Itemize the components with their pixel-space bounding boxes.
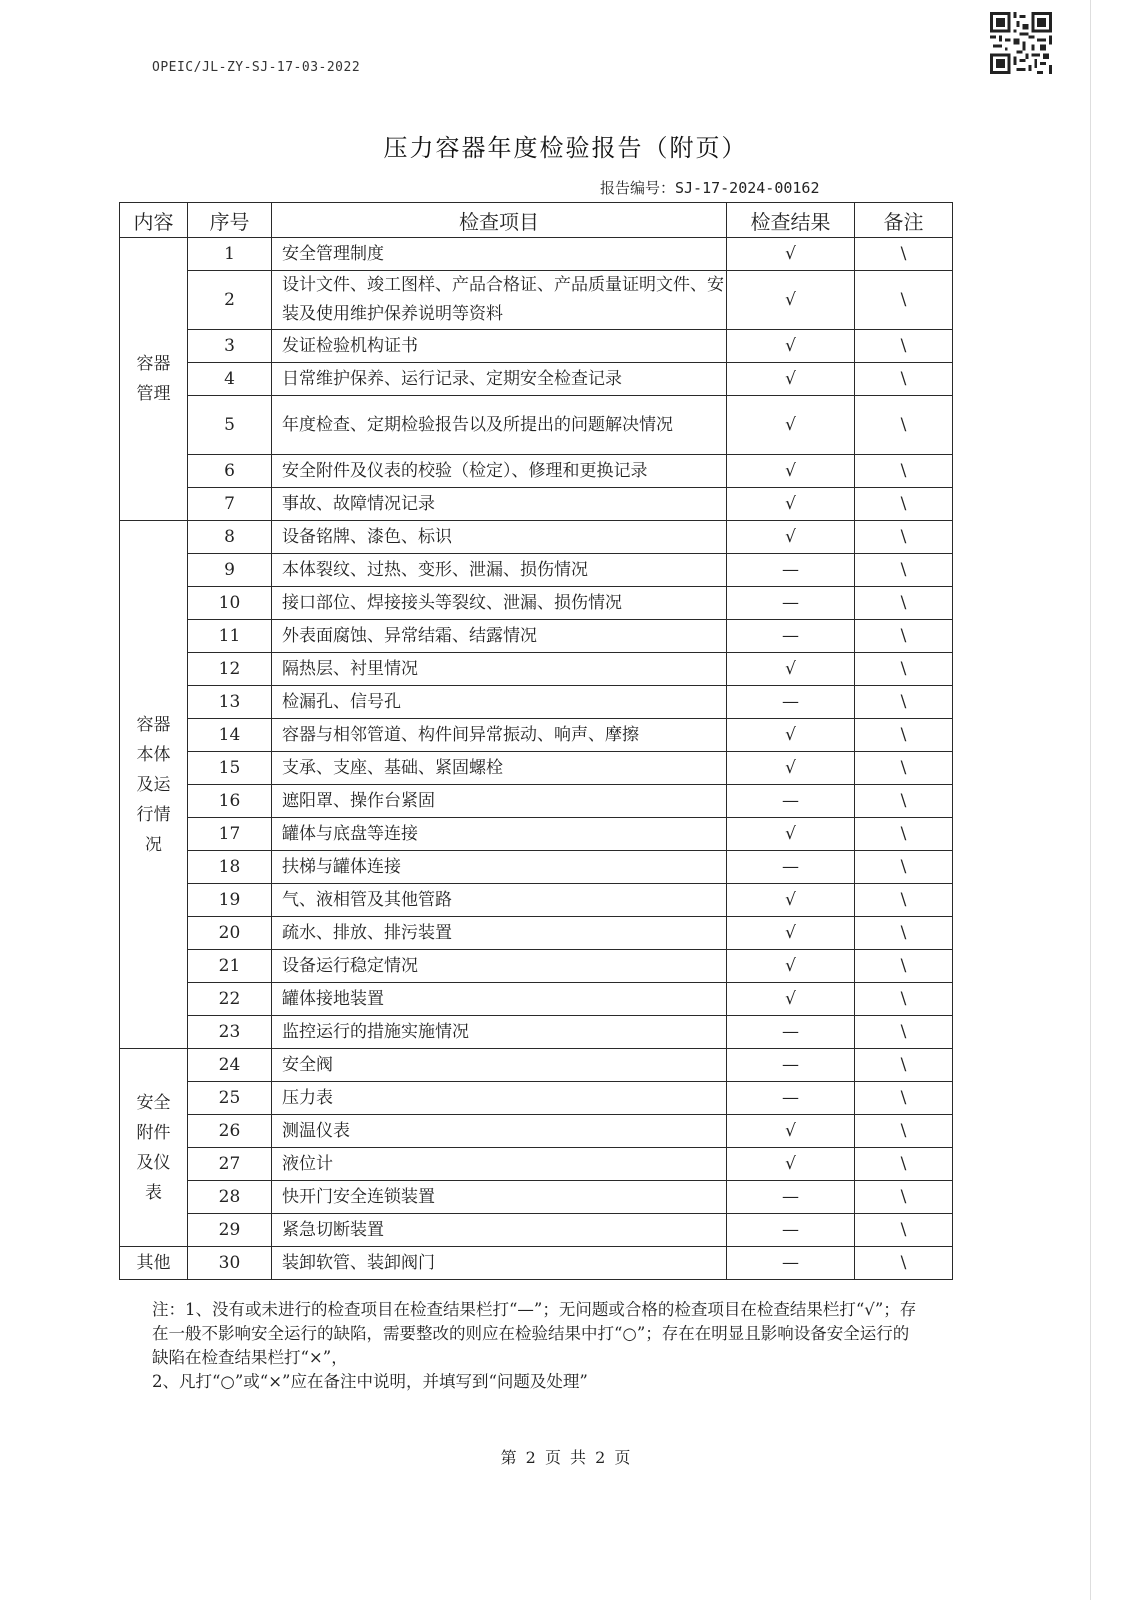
row-result: √ xyxy=(727,238,855,271)
row-result: — xyxy=(727,587,855,620)
table-row xyxy=(120,884,953,917)
row-remark: \ xyxy=(855,851,953,884)
row-result: — xyxy=(727,1214,855,1247)
table-row xyxy=(120,1016,953,1049)
row-seq: 21 xyxy=(188,950,272,983)
row-item: 检漏孔、信号孔 xyxy=(272,686,727,719)
row-remark: \ xyxy=(855,686,953,719)
table-row xyxy=(120,396,953,455)
row-item: 装卸软管、装卸阀门 xyxy=(272,1247,727,1280)
table-row xyxy=(120,851,953,884)
row-remark: \ xyxy=(855,1247,953,1280)
row-result: √ xyxy=(727,1115,855,1148)
table-row xyxy=(120,950,953,983)
row-result: — xyxy=(727,785,855,818)
row-remark: \ xyxy=(855,752,953,785)
notes xyxy=(152,1298,922,1394)
row-remark: \ xyxy=(855,396,953,455)
row-item: 快开门安全连锁装置 xyxy=(272,1181,727,1214)
row-seq: 2 xyxy=(188,271,272,330)
row-result: √ xyxy=(727,330,855,363)
row-result: √ xyxy=(727,983,855,1016)
row-item: 测温仪表 xyxy=(272,1115,727,1148)
row-result: √ xyxy=(727,363,855,396)
table-row xyxy=(120,1214,953,1247)
row-result: √ xyxy=(727,917,855,950)
table-row xyxy=(120,363,953,396)
table-row xyxy=(120,521,953,554)
row-seq: 11 xyxy=(188,620,272,653)
row-result: — xyxy=(727,1082,855,1115)
row-item: 安全管理制度 xyxy=(272,238,727,271)
row-remark: \ xyxy=(855,1082,953,1115)
table-row xyxy=(120,983,953,1016)
row-item: 外表面腐蚀、异常结霜、结露情况 xyxy=(272,620,727,653)
row-item: 隔热层、衬里情况 xyxy=(272,653,727,686)
row-item: 接口部位、焊接接头等裂纹、泄漏、损伤情况 xyxy=(272,587,727,620)
row-result: — xyxy=(727,1247,855,1280)
row-seq: 24 xyxy=(188,1049,272,1082)
row-item: 安全阀 xyxy=(272,1049,727,1082)
row-result: √ xyxy=(727,818,855,851)
row-item: 罐体与底盘等连接 xyxy=(272,818,727,851)
row-seq: 15 xyxy=(188,752,272,785)
table-row xyxy=(120,488,953,521)
row-remark: \ xyxy=(855,950,953,983)
row-remark: \ xyxy=(855,983,953,1016)
row-remark: \ xyxy=(855,1148,953,1181)
row-result: — xyxy=(727,686,855,719)
table-row xyxy=(120,785,953,818)
row-seq: 7 xyxy=(188,488,272,521)
row-seq: 27 xyxy=(188,1148,272,1181)
row-result: √ xyxy=(727,719,855,752)
category-other: 其他 xyxy=(120,1247,188,1280)
row-item: 本体裂纹、过热、变形、泄漏、损伤情况 xyxy=(272,554,727,587)
row-seq: 25 xyxy=(188,1082,272,1115)
row-seq: 29 xyxy=(188,1214,272,1247)
page-number: 第 2 页 共 2 页 xyxy=(500,1448,631,1467)
table-row xyxy=(120,719,953,752)
table-row xyxy=(120,1049,953,1082)
row-remark: \ xyxy=(855,1049,953,1082)
page-title: 压力容器年度检验报告（附页） xyxy=(383,134,748,162)
row-item: 扶梯与罐体连接 xyxy=(272,851,727,884)
row-remark: \ xyxy=(855,330,953,363)
row-seq: 6 xyxy=(188,455,272,488)
row-remark: \ xyxy=(855,238,953,271)
row-item: 年度检查、定期检验报告以及所提出的问题解决情况 xyxy=(272,396,727,455)
row-seq: 14 xyxy=(188,719,272,752)
row-seq: 18 xyxy=(188,851,272,884)
row-remark: \ xyxy=(855,455,953,488)
row-seq: 5 xyxy=(188,396,272,455)
row-seq: 4 xyxy=(188,363,272,396)
row-seq: 17 xyxy=(188,818,272,851)
row-remark: \ xyxy=(855,1016,953,1049)
report-number: 报告编号：SJ-17-2024-00162 xyxy=(600,179,820,197)
row-remark: \ xyxy=(855,884,953,917)
table-row xyxy=(120,686,953,719)
row-seq: 9 xyxy=(188,554,272,587)
row-remark: \ xyxy=(855,587,953,620)
row-result: √ xyxy=(727,884,855,917)
category-vessel-management: 容器管理 xyxy=(120,238,188,521)
row-seq: 8 xyxy=(188,521,272,554)
row-seq: 13 xyxy=(188,686,272,719)
table-row xyxy=(120,455,953,488)
row-result: √ xyxy=(727,521,855,554)
row-result: √ xyxy=(727,488,855,521)
header-content: 内容 xyxy=(120,203,188,238)
table-header-row xyxy=(120,203,953,238)
row-remark: \ xyxy=(855,785,953,818)
document-code: OPEIC/JL-ZY-SJ-17-03-2022 xyxy=(152,60,361,75)
row-seq: 16 xyxy=(188,785,272,818)
row-item: 疏水、排放、排污装置 xyxy=(272,917,727,950)
table-row xyxy=(120,917,953,950)
row-item: 设备铭牌、漆色、标识 xyxy=(272,521,727,554)
row-item: 日常维护保养、运行记录、定期安全检查记录 xyxy=(272,363,727,396)
row-result: √ xyxy=(727,455,855,488)
row-item: 发证检验机构证书 xyxy=(272,330,727,363)
table-row xyxy=(120,1115,953,1148)
row-seq: 19 xyxy=(188,884,272,917)
table-row xyxy=(120,1181,953,1214)
table-row xyxy=(120,818,953,851)
row-seq: 10 xyxy=(188,587,272,620)
row-item: 支承、支座、基础、紧固螺栓 xyxy=(272,752,727,785)
row-seq: 3 xyxy=(188,330,272,363)
row-result: √ xyxy=(727,950,855,983)
row-item: 设备运行稳定情况 xyxy=(272,950,727,983)
row-seq: 23 xyxy=(188,1016,272,1049)
row-seq: 22 xyxy=(188,983,272,1016)
row-seq: 28 xyxy=(188,1181,272,1214)
row-seq: 1 xyxy=(188,238,272,271)
header-seq: 序号 xyxy=(188,203,272,238)
row-item: 压力表 xyxy=(272,1082,727,1115)
category-vessel-body: 容器本体及运行情况 xyxy=(120,521,188,1049)
row-result: √ xyxy=(727,653,855,686)
row-remark: \ xyxy=(855,653,953,686)
category-safety-accessories: 安全附件及仪表 xyxy=(120,1049,188,1247)
row-result: — xyxy=(727,620,855,653)
row-result: — xyxy=(727,554,855,587)
row-result: — xyxy=(727,1016,855,1049)
header-item: 检查项目 xyxy=(272,203,727,238)
row-remark: \ xyxy=(855,363,953,396)
table-row xyxy=(120,330,953,363)
row-result: — xyxy=(727,1181,855,1214)
table-row xyxy=(120,1247,953,1280)
table-row xyxy=(120,587,953,620)
row-remark: \ xyxy=(855,818,953,851)
inspection-table xyxy=(119,202,953,1280)
note-2: 2、凡打“○”或“×”应在备注中说明，并填写到“问题及处理” xyxy=(152,1372,588,1391)
row-item: 监控运行的措施实施情况 xyxy=(272,1016,727,1049)
table-row xyxy=(120,653,953,686)
row-item: 紧急切断装置 xyxy=(272,1214,727,1247)
page-edge-line xyxy=(1090,0,1091,1600)
row-item: 液位计 xyxy=(272,1148,727,1181)
table-row xyxy=(120,1148,953,1181)
row-remark: \ xyxy=(855,488,953,521)
row-remark: \ xyxy=(855,271,953,330)
qr-code-icon xyxy=(990,12,1052,74)
row-remark: \ xyxy=(855,719,953,752)
row-result: √ xyxy=(727,1148,855,1181)
row-item: 安全附件及仪表的校验（检定）、修理和更换记录 xyxy=(272,455,727,488)
row-result: √ xyxy=(727,396,855,455)
table-row xyxy=(120,238,953,271)
row-seq: 20 xyxy=(188,917,272,950)
row-item: 遮阳罩、操作台紧固 xyxy=(272,785,727,818)
row-seq: 26 xyxy=(188,1115,272,1148)
header-remark: 备注 xyxy=(855,203,953,238)
row-seq: 30 xyxy=(188,1247,272,1280)
row-remark: \ xyxy=(855,1181,953,1214)
row-result: — xyxy=(727,851,855,884)
row-remark: \ xyxy=(855,521,953,554)
row-item: 事故、故障情况记录 xyxy=(272,488,727,521)
row-remark: \ xyxy=(855,554,953,587)
row-result: √ xyxy=(727,271,855,330)
table-row xyxy=(120,752,953,785)
note-1: 注：1、没有或未进行的检查项目在检查结果栏打“—”；无问题或合格的检查项目在检查结果栏打“√”；存在一般不影响安全运行的缺陷，需要整改的则应在检验结果中打“○”；存在在明显且影响设备安全运行的缺陷在检查结果栏打“×”， xyxy=(152,1300,917,1367)
table-row xyxy=(120,554,953,587)
row-seq: 12 xyxy=(188,653,272,686)
table-row xyxy=(120,620,953,653)
header-result: 检查结果 xyxy=(727,203,855,238)
row-item: 罐体接地装置 xyxy=(272,983,727,1016)
table-row xyxy=(120,271,953,330)
row-remark: \ xyxy=(855,1115,953,1148)
row-remark: \ xyxy=(855,1214,953,1247)
row-item: 设计文件、竣工图样、产品合格证、产品质量证明文件、安装及使用维护保养说明等资料 xyxy=(272,271,727,330)
row-remark: \ xyxy=(855,917,953,950)
row-item: 气、液相管及其他管路 xyxy=(272,884,727,917)
row-item: 容器与相邻管道、构件间异常振动、响声、摩擦 xyxy=(272,719,727,752)
row-result: — xyxy=(727,1049,855,1082)
row-remark: \ xyxy=(855,620,953,653)
row-result: √ xyxy=(727,752,855,785)
table-row xyxy=(120,1082,953,1115)
